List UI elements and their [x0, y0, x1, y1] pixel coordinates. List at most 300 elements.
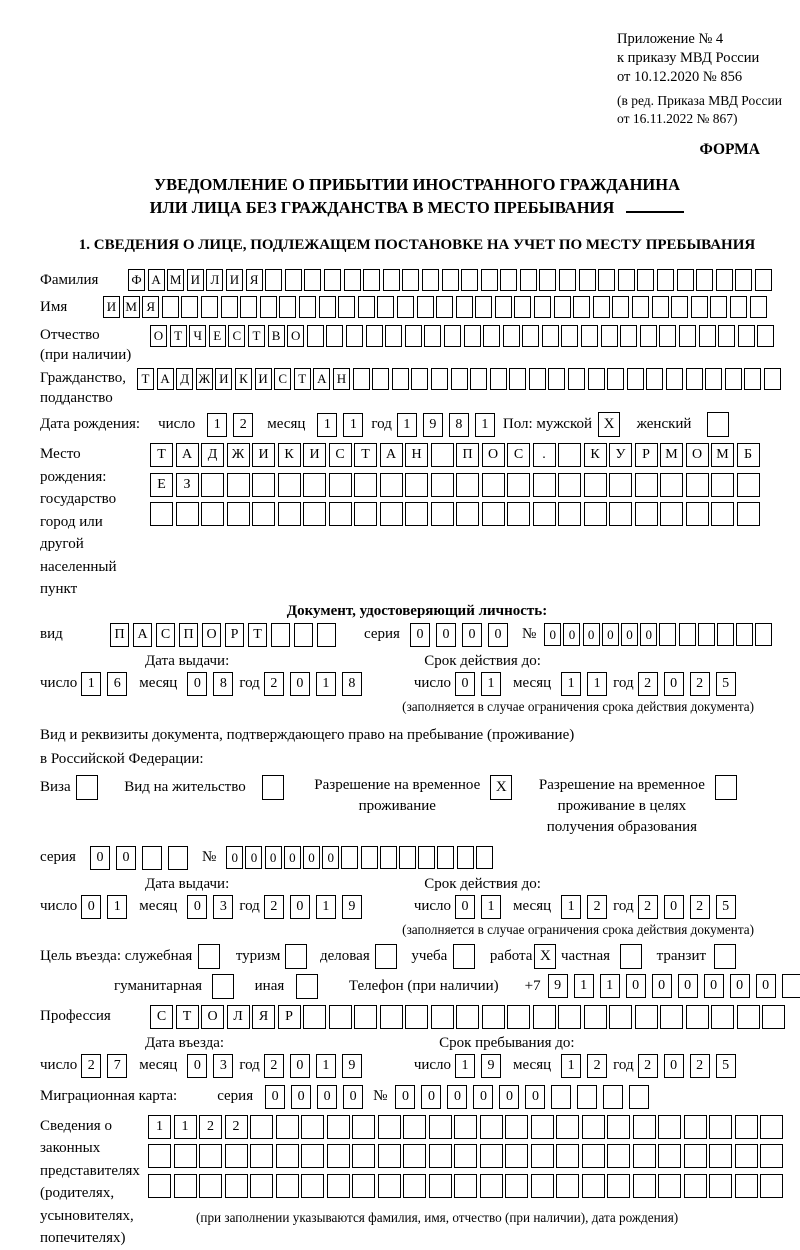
form-cell[interactable] — [582, 1144, 605, 1168]
form-cell[interactable] — [480, 1115, 503, 1139]
form-cell[interactable] — [405, 1005, 428, 1029]
form-cell[interactable] — [436, 296, 453, 318]
form-cell[interactable]: М — [167, 269, 184, 291]
form-cell[interactable] — [378, 1144, 401, 1168]
form-cell[interactable]: 1 — [81, 672, 101, 696]
form-cell[interactable]: 0 — [303, 846, 320, 869]
form-cell[interactable]: Д — [201, 443, 224, 467]
form-cell[interactable]: Ж — [196, 368, 213, 390]
form-cell[interactable]: X — [598, 412, 620, 437]
form-cell[interactable]: 1 — [343, 413, 363, 437]
form-cell[interactable] — [556, 1115, 579, 1139]
form-cell[interactable] — [588, 368, 605, 390]
form-cell[interactable]: 0 — [525, 1085, 545, 1109]
form-cell[interactable] — [324, 269, 341, 291]
form-cell[interactable]: 0 — [704, 974, 724, 998]
form-cell[interactable] — [380, 1005, 403, 1029]
form-cell[interactable] — [250, 1115, 273, 1139]
form-cell[interactable]: А — [157, 368, 174, 390]
form-cell[interactable]: 0 — [187, 895, 207, 919]
form-cell[interactable]: Р — [278, 1005, 301, 1029]
form-cell[interactable] — [429, 1174, 452, 1198]
form-cell[interactable] — [201, 296, 218, 318]
form-cell[interactable] — [750, 296, 767, 318]
form-cell[interactable] — [744, 368, 761, 390]
form-cell[interactable] — [437, 846, 454, 869]
form-cell[interactable] — [383, 269, 400, 291]
form-cell[interactable] — [548, 368, 565, 390]
form-cell[interactable] — [686, 368, 703, 390]
form-cell[interactable] — [531, 1144, 554, 1168]
form-cell[interactable] — [558, 443, 581, 467]
form-cell[interactable] — [711, 502, 734, 526]
form-cell[interactable]: 1 — [207, 413, 227, 437]
form-cell[interactable]: И — [187, 269, 204, 291]
form-cell[interactable] — [301, 1174, 324, 1198]
form-cell[interactable] — [709, 1174, 732, 1198]
form-cell[interactable]: 2 — [690, 1054, 710, 1078]
form-cell[interactable] — [402, 269, 419, 291]
form-cell[interactable]: 0 — [187, 1054, 207, 1078]
form-cell[interactable] — [738, 325, 755, 347]
form-cell[interactable] — [607, 368, 624, 390]
form-cell[interactable] — [679, 623, 696, 646]
form-cell[interactable]: 1 — [481, 895, 501, 919]
form-cell[interactable]: Т — [294, 368, 311, 390]
form-cell[interactable] — [514, 296, 531, 318]
form-cell[interactable] — [380, 846, 397, 869]
form-cell[interactable] — [341, 846, 358, 869]
form-cell[interactable] — [707, 412, 729, 437]
form-cell[interactable] — [507, 1005, 530, 1029]
form-cell[interactable] — [584, 473, 607, 497]
form-cell[interactable] — [456, 296, 473, 318]
form-cell[interactable] — [658, 1174, 681, 1198]
form-cell[interactable]: 1 — [455, 1054, 475, 1078]
form-cell[interactable]: 0 — [291, 1085, 311, 1109]
form-cell[interactable] — [635, 1005, 658, 1029]
form-cell[interactable]: 0 — [664, 1054, 684, 1078]
form-cell[interactable] — [711, 473, 734, 497]
form-cell[interactable]: И — [215, 368, 232, 390]
form-cell[interactable] — [646, 368, 663, 390]
form-cell[interactable] — [577, 1085, 597, 1109]
form-cell[interactable]: 0 — [652, 974, 672, 998]
form-cell[interactable]: С — [150, 1005, 173, 1029]
form-cell[interactable]: Л — [227, 1005, 250, 1029]
form-cell[interactable] — [299, 296, 316, 318]
form-cell[interactable]: О — [150, 325, 167, 347]
form-cell[interactable]: 5 — [716, 895, 736, 919]
form-cell[interactable] — [453, 944, 475, 969]
form-cell[interactable] — [705, 368, 722, 390]
form-cell[interactable] — [366, 325, 383, 347]
form-cell[interactable] — [684, 1144, 707, 1168]
form-cell[interactable] — [354, 1005, 377, 1029]
form-cell[interactable] — [500, 269, 517, 291]
form-cell[interactable] — [377, 296, 394, 318]
form-cell[interactable] — [278, 473, 301, 497]
form-cell[interactable] — [505, 1174, 528, 1198]
form-cell[interactable] — [429, 1115, 452, 1139]
form-cell[interactable] — [431, 502, 454, 526]
form-cell[interactable] — [327, 1115, 350, 1139]
form-cell[interactable] — [556, 1174, 579, 1198]
form-cell[interactable]: 2 — [690, 895, 710, 919]
form-cell[interactable] — [476, 846, 493, 869]
form-cell[interactable] — [303, 473, 326, 497]
form-cell[interactable] — [417, 296, 434, 318]
form-cell[interactable] — [684, 1174, 707, 1198]
form-cell[interactable] — [431, 443, 454, 467]
form-cell[interactable]: 8 — [213, 672, 233, 696]
form-cell[interactable]: С — [156, 623, 175, 647]
form-cell[interactable] — [609, 502, 632, 526]
form-cell[interactable] — [278, 502, 301, 526]
form-cell[interactable] — [607, 1115, 630, 1139]
form-cell[interactable]: О — [202, 623, 221, 647]
form-cell[interactable]: 0 — [436, 623, 456, 647]
form-cell[interactable]: 0 — [226, 846, 243, 869]
form-cell[interactable] — [584, 1005, 607, 1029]
form-cell[interactable] — [454, 1115, 477, 1139]
form-cell[interactable] — [76, 775, 98, 800]
form-cell[interactable]: 1 — [561, 895, 581, 919]
form-cell[interactable]: 2 — [587, 895, 607, 919]
form-cell[interactable]: 1 — [574, 974, 594, 998]
form-cell[interactable] — [276, 1174, 299, 1198]
form-cell[interactable] — [632, 296, 649, 318]
form-cell[interactable] — [405, 325, 422, 347]
form-cell[interactable]: М — [711, 443, 734, 467]
form-cell[interactable] — [482, 1005, 505, 1029]
form-cell[interactable] — [760, 1115, 783, 1139]
form-cell[interactable]: 0 — [116, 846, 136, 870]
form-cell[interactable]: 0 — [678, 974, 698, 998]
form-cell[interactable]: Н — [333, 368, 350, 390]
form-cell[interactable] — [250, 1174, 273, 1198]
form-cell[interactable] — [711, 1005, 734, 1029]
form-cell[interactable] — [353, 368, 370, 390]
form-cell[interactable] — [454, 1174, 477, 1198]
form-cell[interactable] — [554, 296, 571, 318]
form-cell[interactable]: 0 — [343, 1085, 363, 1109]
form-cell[interactable]: А — [380, 443, 403, 467]
form-cell[interactable] — [671, 296, 688, 318]
form-cell[interactable] — [456, 473, 479, 497]
form-cell[interactable] — [201, 502, 224, 526]
form-cell[interactable] — [442, 269, 459, 291]
form-cell[interactable]: 0 — [410, 623, 430, 647]
form-cell[interactable]: М — [123, 296, 140, 318]
form-cell[interactable]: Т — [170, 325, 187, 347]
form-cell[interactable] — [403, 1174, 426, 1198]
form-cell[interactable] — [760, 1174, 783, 1198]
form-cell[interactable] — [533, 1005, 556, 1029]
form-cell[interactable]: 9 — [481, 1054, 501, 1078]
form-cell[interactable] — [714, 944, 736, 969]
form-cell[interactable] — [319, 296, 336, 318]
form-cell[interactable]: 0 — [756, 974, 776, 998]
form-cell[interactable] — [686, 1005, 709, 1029]
form-cell[interactable] — [424, 325, 441, 347]
form-cell[interactable]: 3 — [213, 1054, 233, 1078]
form-cell[interactable] — [531, 1115, 554, 1139]
form-cell[interactable]: 8 — [449, 413, 469, 437]
form-cell[interactable] — [271, 623, 290, 647]
form-cell[interactable] — [457, 846, 474, 869]
form-cell[interactable]: Е — [150, 473, 173, 497]
form-cell[interactable] — [581, 325, 598, 347]
form-cell[interactable] — [633, 1174, 656, 1198]
form-cell[interactable] — [660, 502, 683, 526]
form-cell[interactable]: 5 — [716, 672, 736, 696]
form-cell[interactable]: 0 — [455, 895, 475, 919]
form-cell[interactable]: 0 — [81, 895, 101, 919]
form-cell[interactable] — [558, 1005, 581, 1029]
form-cell[interactable] — [579, 269, 596, 291]
form-cell[interactable]: 1 — [561, 672, 581, 696]
form-cell[interactable] — [737, 1005, 760, 1029]
form-cell[interactable] — [326, 325, 343, 347]
form-cell[interactable] — [303, 502, 326, 526]
form-cell[interactable]: И — [255, 368, 272, 390]
form-cell[interactable] — [174, 1174, 197, 1198]
form-cell[interactable] — [520, 269, 537, 291]
form-cell[interactable] — [573, 296, 590, 318]
form-cell[interactable] — [317, 623, 336, 647]
form-cell[interactable]: 0 — [455, 672, 475, 696]
form-cell[interactable] — [659, 623, 676, 646]
form-cell[interactable] — [503, 325, 520, 347]
form-cell[interactable]: 0 — [317, 1085, 337, 1109]
form-cell[interactable]: 1 — [316, 1054, 336, 1078]
form-cell[interactable] — [397, 296, 414, 318]
form-cell[interactable] — [607, 1144, 630, 1168]
form-cell[interactable]: 0 — [664, 672, 684, 696]
form-cell[interactable]: Т — [354, 443, 377, 467]
form-cell[interactable] — [346, 325, 363, 347]
form-cell[interactable]: 2 — [233, 413, 253, 437]
form-cell[interactable] — [659, 325, 676, 347]
form-cell[interactable] — [660, 1005, 683, 1029]
form-cell[interactable] — [652, 296, 669, 318]
form-cell[interactable] — [735, 1115, 758, 1139]
form-cell[interactable] — [627, 368, 644, 390]
form-cell[interactable]: А — [148, 269, 165, 291]
form-cell[interactable] — [301, 1144, 324, 1168]
form-cell[interactable] — [760, 1144, 783, 1168]
form-cell[interactable] — [431, 368, 448, 390]
form-cell[interactable]: 1 — [587, 672, 607, 696]
form-cell[interactable] — [593, 296, 610, 318]
form-cell[interactable] — [635, 502, 658, 526]
form-cell[interactable]: 2 — [638, 672, 658, 696]
form-cell[interactable]: Т — [248, 623, 267, 647]
form-cell[interactable]: 1 — [561, 1054, 581, 1078]
form-cell[interactable] — [658, 1144, 681, 1168]
form-cell[interactable]: З — [176, 473, 199, 497]
form-cell[interactable] — [329, 1005, 352, 1029]
form-cell[interactable] — [483, 325, 500, 347]
form-cell[interactable]: 8 — [342, 672, 362, 696]
form-cell[interactable] — [431, 1005, 454, 1029]
form-cell[interactable] — [620, 325, 637, 347]
form-cell[interactable]: 0 — [544, 623, 561, 646]
form-cell[interactable] — [403, 1115, 426, 1139]
form-cell[interactable]: Т — [176, 1005, 199, 1029]
form-cell[interactable]: 0 — [499, 1085, 519, 1109]
form-cell[interactable]: С — [274, 368, 291, 390]
form-cell[interactable]: 0 — [265, 1085, 285, 1109]
form-cell[interactable] — [456, 1005, 479, 1029]
form-cell[interactable]: С — [329, 443, 352, 467]
form-cell[interactable] — [725, 368, 742, 390]
form-cell[interactable]: 0 — [602, 623, 619, 646]
form-cell[interactable]: Ч — [189, 325, 206, 347]
form-cell[interactable] — [380, 502, 403, 526]
form-cell[interactable] — [329, 473, 352, 497]
form-cell[interactable] — [710, 296, 727, 318]
form-cell[interactable] — [558, 502, 581, 526]
form-cell[interactable]: П — [110, 623, 129, 647]
form-cell[interactable] — [403, 1144, 426, 1168]
form-cell[interactable]: В — [268, 325, 285, 347]
form-cell[interactable] — [490, 368, 507, 390]
form-cell[interactable]: 0 — [730, 974, 750, 998]
form-cell[interactable] — [225, 1144, 248, 1168]
form-cell[interactable] — [181, 296, 198, 318]
form-cell[interactable] — [150, 502, 173, 526]
form-cell[interactable]: Б — [737, 443, 760, 467]
form-cell[interactable]: И — [226, 269, 243, 291]
form-cell[interactable]: Ж — [227, 443, 250, 467]
form-cell[interactable] — [429, 1144, 452, 1168]
form-cell[interactable] — [380, 473, 403, 497]
form-cell[interactable] — [307, 325, 324, 347]
form-cell[interactable] — [698, 623, 715, 646]
form-cell[interactable]: 2 — [638, 1054, 658, 1078]
form-cell[interactable]: У — [609, 443, 632, 467]
form-cell[interactable] — [568, 368, 585, 390]
form-cell[interactable] — [470, 368, 487, 390]
form-cell[interactable] — [361, 846, 378, 869]
form-cell[interactable] — [481, 269, 498, 291]
form-cell[interactable]: С — [228, 325, 245, 347]
form-cell[interactable]: 2 — [638, 895, 658, 919]
form-cell[interactable] — [352, 1115, 375, 1139]
form-cell[interactable] — [482, 502, 505, 526]
form-cell[interactable] — [352, 1144, 375, 1168]
form-cell[interactable] — [378, 1174, 401, 1198]
form-cell[interactable]: Т — [248, 325, 265, 347]
form-cell[interactable] — [199, 1174, 222, 1198]
form-cell[interactable]: 0 — [290, 672, 310, 696]
form-cell[interactable]: Д — [176, 368, 193, 390]
form-cell[interactable]: Е — [209, 325, 226, 347]
form-cell[interactable] — [633, 1115, 656, 1139]
form-cell[interactable] — [329, 502, 352, 526]
form-cell[interactable] — [509, 368, 526, 390]
form-cell[interactable]: Н — [405, 443, 428, 467]
form-cell[interactable] — [418, 846, 435, 869]
form-cell[interactable] — [755, 623, 772, 646]
form-cell[interactable]: 0 — [462, 623, 482, 647]
form-cell[interactable] — [539, 269, 556, 291]
form-cell[interactable] — [358, 296, 375, 318]
form-cell[interactable] — [385, 325, 402, 347]
form-cell[interactable]: 0 — [626, 974, 646, 998]
form-cell[interactable] — [607, 1174, 630, 1198]
form-cell[interactable] — [148, 1174, 171, 1198]
form-cell[interactable]: О — [686, 443, 709, 467]
form-cell[interactable] — [454, 1144, 477, 1168]
form-cell[interactable] — [561, 325, 578, 347]
form-cell[interactable]: М — [660, 443, 683, 467]
form-cell[interactable] — [375, 944, 397, 969]
form-cell[interactable] — [221, 296, 238, 318]
form-cell[interactable]: О — [482, 443, 505, 467]
form-cell[interactable] — [534, 296, 551, 318]
form-cell[interactable]: 9 — [423, 413, 443, 437]
form-cell[interactable]: П — [179, 623, 198, 647]
form-cell[interactable] — [372, 368, 389, 390]
form-cell[interactable] — [686, 473, 709, 497]
form-cell[interactable]: 2 — [690, 672, 710, 696]
form-cell[interactable]: Я — [246, 269, 263, 291]
form-cell[interactable] — [260, 296, 277, 318]
form-cell[interactable] — [735, 1174, 758, 1198]
form-cell[interactable] — [363, 269, 380, 291]
form-cell[interactable] — [533, 473, 556, 497]
form-cell[interactable]: 2 — [199, 1115, 222, 1139]
form-cell[interactable] — [276, 1115, 299, 1139]
form-cell[interactable] — [558, 473, 581, 497]
form-cell[interactable]: 9 — [548, 974, 568, 998]
form-cell[interactable] — [620, 944, 642, 969]
form-cell[interactable] — [696, 269, 713, 291]
form-cell[interactable] — [658, 1115, 681, 1139]
form-cell[interactable]: 0 — [640, 623, 657, 646]
form-cell[interactable] — [657, 269, 674, 291]
form-cell[interactable] — [735, 269, 752, 291]
form-cell[interactable]: 1 — [397, 413, 417, 437]
form-cell[interactable]: 0 — [583, 623, 600, 646]
form-cell[interactable] — [709, 1144, 732, 1168]
form-cell[interactable]: 2 — [225, 1115, 248, 1139]
form-cell[interactable] — [352, 1174, 375, 1198]
form-cell[interactable] — [679, 325, 696, 347]
form-cell[interactable]: А — [176, 443, 199, 467]
form-cell[interactable]: 0 — [290, 895, 310, 919]
form-cell[interactable] — [755, 269, 772, 291]
form-cell[interactable] — [461, 269, 478, 291]
form-cell[interactable]: Ф — [128, 269, 145, 291]
form-cell[interactable]: 2 — [81, 1054, 101, 1078]
form-cell[interactable] — [279, 296, 296, 318]
form-cell[interactable]: 0 — [187, 672, 207, 696]
form-cell[interactable]: 0 — [290, 1054, 310, 1078]
form-cell[interactable] — [612, 296, 629, 318]
form-cell[interactable]: 2 — [264, 672, 284, 696]
form-cell[interactable] — [686, 502, 709, 526]
form-cell[interactable] — [344, 269, 361, 291]
form-cell[interactable]: К — [278, 443, 301, 467]
form-cell[interactable]: П — [456, 443, 479, 467]
form-cell[interactable] — [782, 974, 800, 998]
form-cell[interactable] — [677, 269, 694, 291]
form-cell[interactable]: 7 — [107, 1054, 127, 1078]
